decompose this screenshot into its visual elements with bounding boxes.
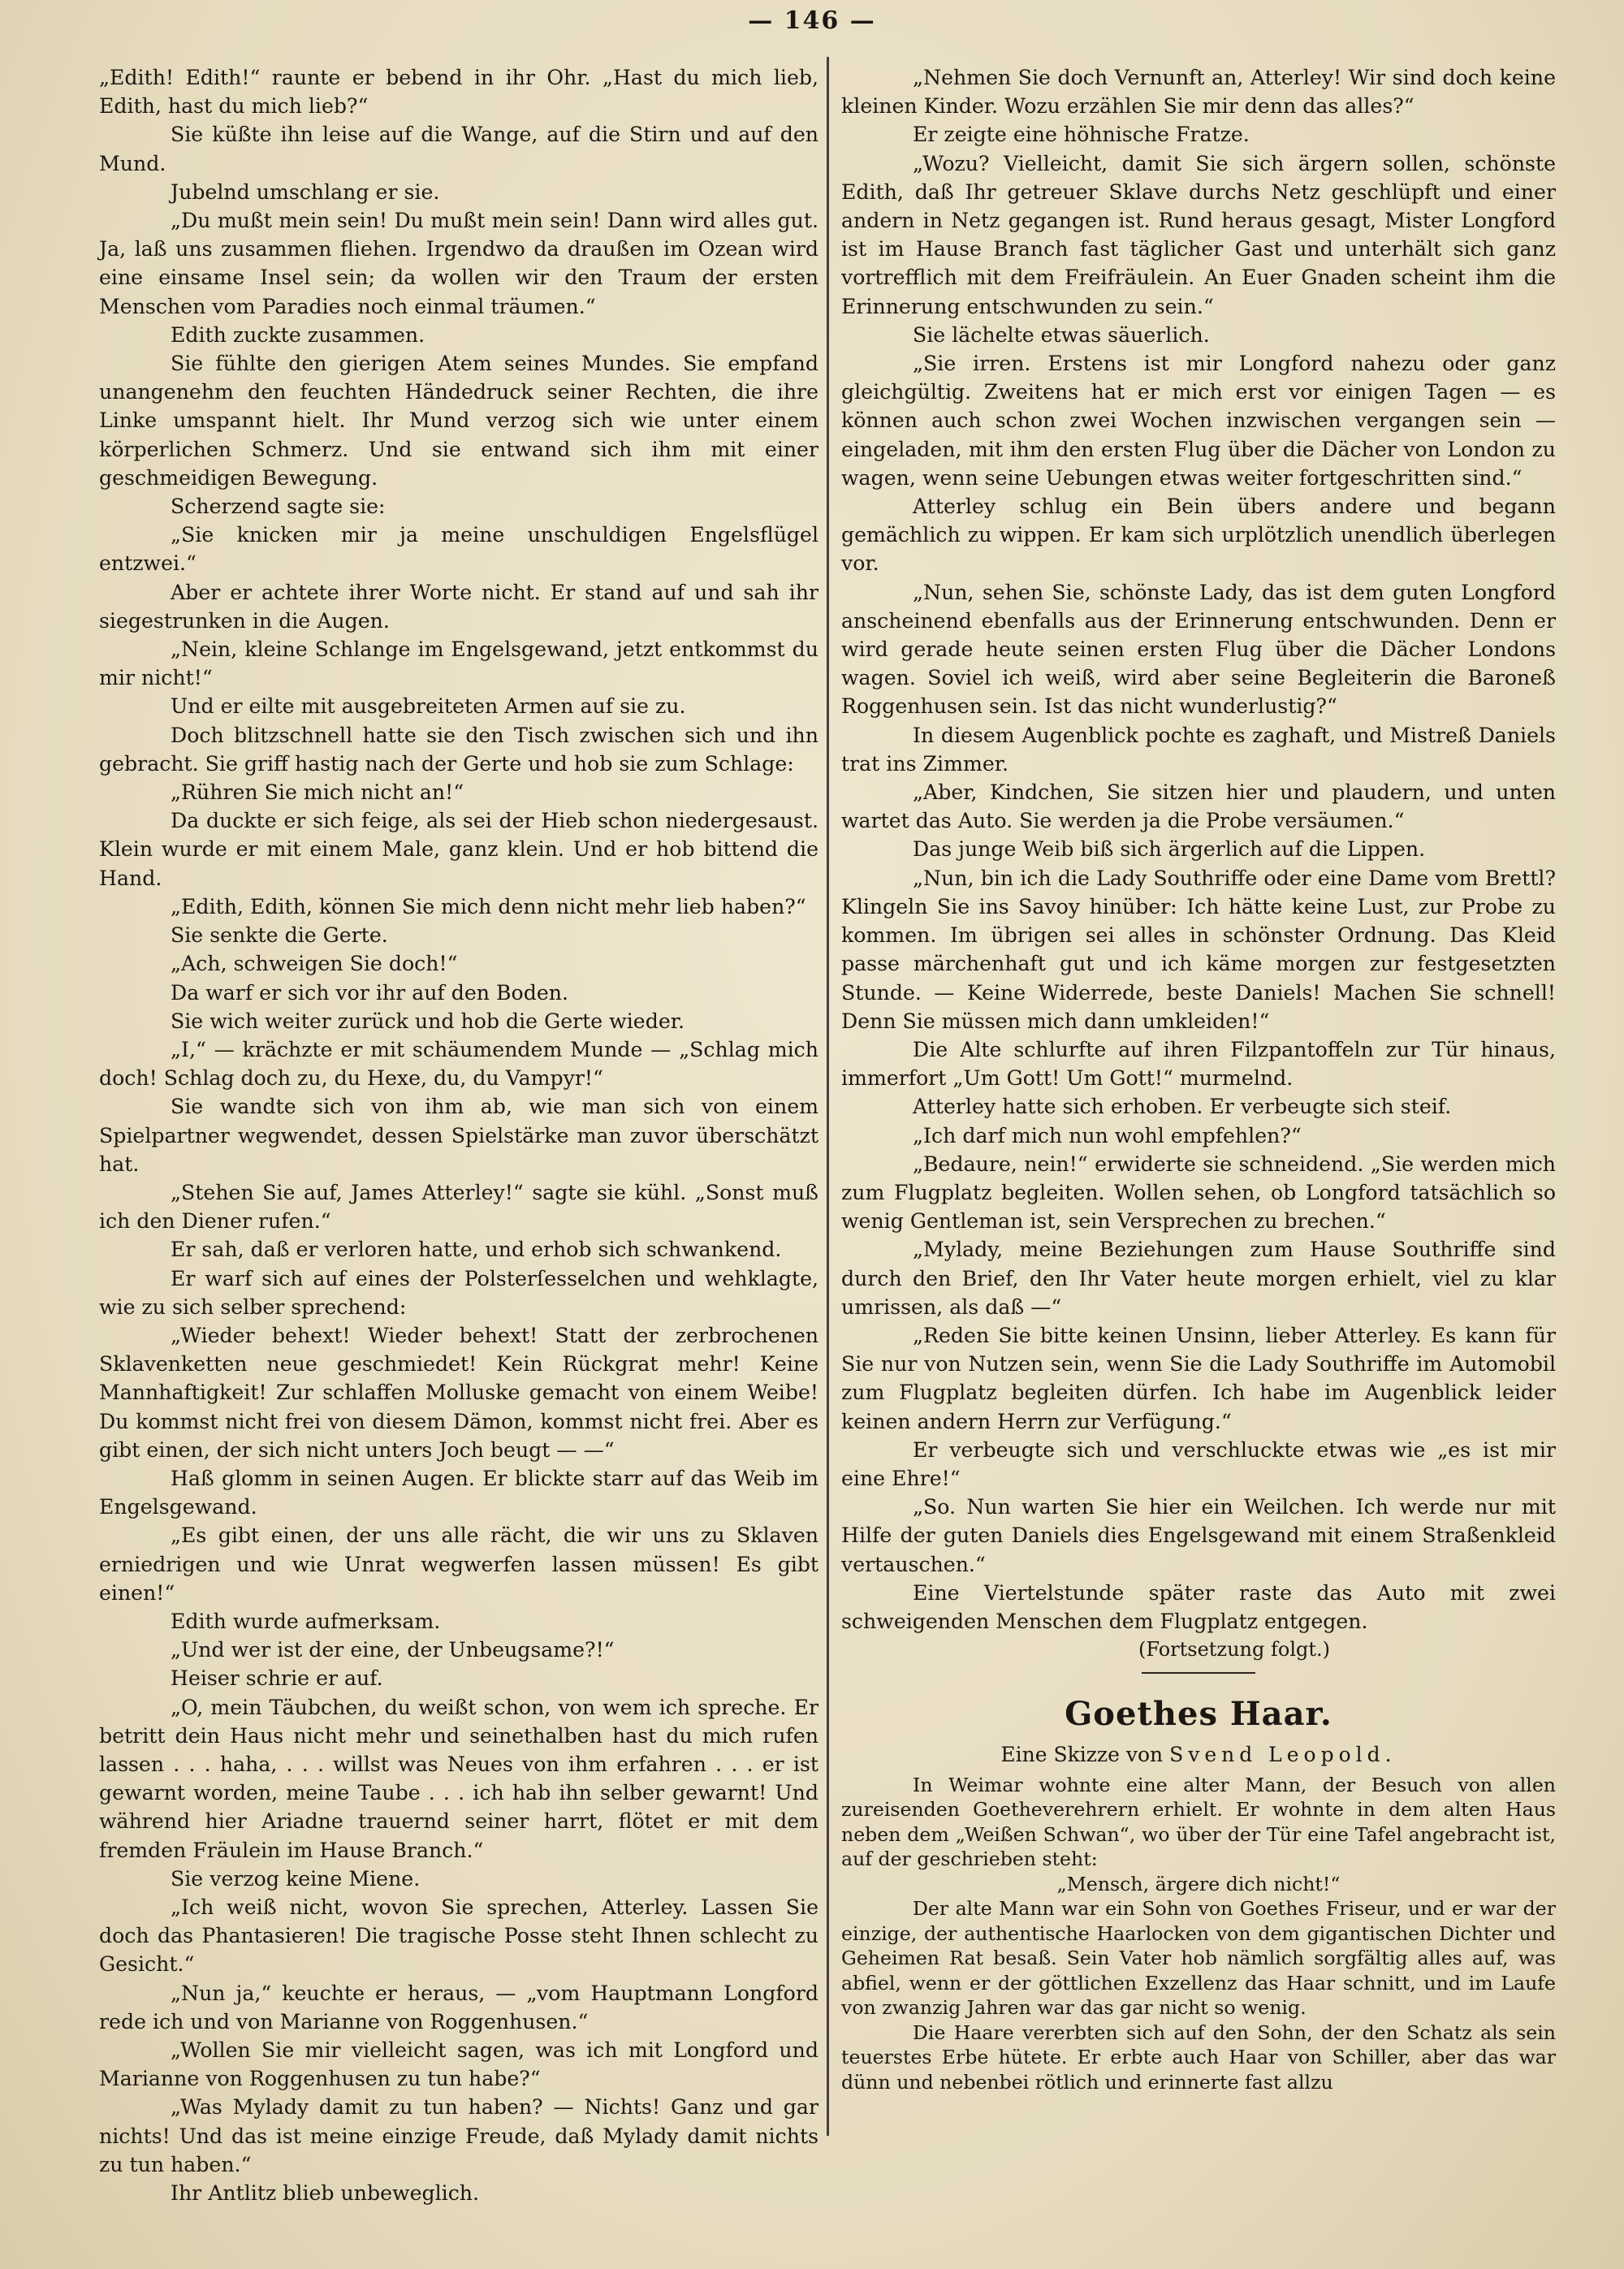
- paragraph: „O, mein Täubchen, du weißt schon, von wem ich spreche. Er betritt dein Haus nicht mehr und seinethalben hast du mich rufen lassen . . . haha, . . . willst was Neues von ihm erfahren . . . er ist gewarnt worden, meine Taube . . . ich hab ihn selber gewarnt! Und während hier Ariadne trauernd seiner harrt, flötet er mit dem fremden Fräulein im Hause Branch.“: [99, 1695, 818, 1862]
- byline-author: Svend Leopold.: [1169, 1743, 1397, 1767]
- paragraph: „Es gibt einen, der uns alle rächt, die wir uns zu Sklaven erniedrigen und wie Unrat wegwerfen lassen müssen! Es gibt einen!“: [99, 1523, 818, 1605]
- paragraph: Er warf sich auf eines der Polsterſesselchen und wehklagte, wie zu sich selber sprechend:: [99, 1266, 818, 1319]
- paragraph: Atterley schlug ein Bein übers andere und begann gemächlich zu wippen. Er kam sich urplötzlich unendlich überlegen vor.: [841, 495, 1556, 576]
- paragraph: Sie verzog keine Miene.: [171, 1866, 421, 1891]
- paragraph: Die Alte schlurfte auf ihren Filzpantoffeln zur Tür hinaus, immerfort „Um Gott! Um Gott!“ murmelnd.: [841, 1037, 1556, 1091]
- paragraph: Und er eilte mit ausgebreiteten Armen auf sie zu.: [171, 694, 686, 719]
- paragraph: „Ich darf mich nun wohl empfehlen?“: [913, 1123, 1302, 1147]
- paragraph: „Edith! Edith!“ raunte er bebend in ihr Ohr. „Hast du mich lieb, Edith, hast du mich lieb?“: [99, 66, 818, 119]
- paragraph: „Ich weiß nicht, wovon Sie sprechen, Atterley. Lassen Sie doch das Phantasieren! Die tragische Posse steht Ihnen schlecht zu Gesicht.“: [99, 1895, 818, 1977]
- paragraph: Sie küßte ihn leise auf die Wange, auf die Stirn und auf den Mund.: [99, 123, 818, 175]
- paragraph: „Reden Sie bitte keinen Unsinn, lieber Atterley. Es kann für Sie nur von Nutzen sein, wenn Sie die Lady Southriffe im Automobil zum Flugplatz begleiten dürfen. Ich habe im Augenblick leider keinen andern Herrn zur Verfügung.“: [841, 1323, 1556, 1433]
- paragraph: „So. Nun warten Sie hier ein Weilchen. Ich werde nur mit Hilfe der guten Daniels dies Engelsgewand mit einem Straßenkleid vertauschen.“: [841, 1495, 1556, 1576]
- paragraph: Sie lächelte etwas säuerlich.: [913, 322, 1210, 347]
- paragraph: In Weimar wohnte eine alter Mann, der Besuch von allen zureisenden Goetheverehrern erhielt. Er wohnte in dem alten Haus neben dem „Weißen Schwan“, wo über der Tür eine Tafel angebracht ist, auf der geschrieben steht:: [841, 1773, 1556, 1871]
- paragraph: „I,“ — krächzte er mit schäumendem Munde — „Schlag mich doch! Schlag doch zu, du Hexe, du, du Vampyr!“: [99, 1037, 818, 1091]
- byline-prefix: Eine Skizze von: [1000, 1743, 1164, 1767]
- article: [841, 1692, 1556, 2094]
- paragraph: „Nun ja,“ keuchte er heraus, — „vom Hauptmann Longford rede ich und von Marianne von Roggenhusen.“: [99, 1981, 818, 2033]
- paragraph: „Nun, sehen Sie, schönste Lady, das ist dem guten Longford anscheinend ebenfalls aus der Erinnerung entschwunden. Denn er wird gerade heute seinen ersten Flug über die Dächer Londons wagen. Soviel ich weiß, wird aber seine Begleiterin die Baroneß Roggenhusen sein. Ist das nicht wunderlustig?“: [841, 580, 1556, 719]
- article-byline: [841, 1740, 1556, 1769]
- paragraph: Scherzend sagte sie:: [171, 495, 386, 519]
- paragraph: In diesem Augenblick pochte es zaghaft, und Mistreß Daniels trat ins Zimmer.: [841, 723, 1556, 776]
- paragraph: „Nehmen Sie doch Vernunft an, Atterley! Wir sind doch keine kleinen Kinder. Wozu erzählen Sie mir denn das alles?“: [841, 66, 1556, 119]
- paragraph: „Wollen Sie mir vielleicht sagen, was ich mit Longford und Marianne von Roggenhusen zu tun habe?“: [99, 2038, 818, 2091]
- paragraph: „Ach, schweigen Sie doch!“: [171, 952, 458, 976]
- paragraph: Haß glomm in seinen Augen. Er blickte starr auf das Weib im Engelsgewand.: [99, 1466, 818, 1519]
- paragraph: Der alte Mann war ein Sohn von Goethes Friseur, und er war der einzige, der authentische Haarlocken von dem gigantischen Dichter und Geheimen Rat besaß. Sein Vater hob nämlich sorgfältig alles auf, was abfiel, wenn er der göttlichen Exzellenz das Haar schnitt, und im Laufe von zwanzig Jahren war das gar nicht so wenig.: [841, 1897, 1556, 2020]
- paragraph: Heiser schrie er auf.: [171, 1666, 383, 1691]
- paragraph: „Sie irren. Erstens ist mir Longford nahezu oder ganz gleichgültig. Zweitens hat er mich erst vor einigen Tagen — es können auch schon zwei Wochen inzwischen vergangen sein — eingeladen, mit ihm den ersten Flug über die Dächer von London zu wagen, wenn seine Uebungen etwas weiter fortgeschritten sind.“: [841, 352, 1556, 490]
- paragraph: Doch blitzschnell hatte sie den Tisch zwischen sich und ihn gebracht. Sie griff hastig nach der Gerte und hob sie zum Schlage:: [99, 723, 818, 776]
- paragraph: „Aber, Kindchen, Sie sitzen hier und plaudern, und unten wartet das Auto. Sie werden ja die Probe versäumen.“: [841, 780, 1556, 833]
- paragraph: „Was Mylady damit zu tun haben? — Nichts! Ganz und gar nichts! Und das ist meine einzige Freude, daß Mylady damit nichts zu tun haben.“: [99, 2095, 818, 2176]
- paragraph: Er verbeugte sich und verschluckte etwas wie „es ist mir eine Ehre!“: [841, 1437, 1556, 1490]
- article-title: Goethes Haar.: [1065, 1695, 1332, 1734]
- paragraph: „Edith, Edith, können Sie mich denn nicht mehr lieb haben?“: [171, 894, 806, 918]
- left-column: [99, 63, 818, 2207]
- paragraph: „Rühren Sie mich nicht an!“: [171, 780, 464, 805]
- paragraph: Atterley hatte sich erhoben. Er verbeugte sich steif.: [913, 1095, 1452, 1119]
- paragraph: Aber er achtete ihrer Worte nicht. Er stand auf und sah ihr siegestrunken in die Augen.: [99, 580, 818, 633]
- paragraph: „Wozu? Vielleicht, damit Sie sich ärgern sollen, schönste Edith, daß Ihr getreuer Sklave durchs Netz geschlüpft und einer andern in Netz gegangen ist. Rund heraus gesagt, Mister Longford ist im Hause Branch fast täglicher Gast und unterhält sich ganz vortrefflich mit dem Freifräulein. An Euer Gnaden scheint ihm die Erinnerung entschwunden zu sein.“: [841, 151, 1556, 318]
- paragraph: Da warf er sich vor ihr auf den Boden.: [171, 980, 568, 1005]
- paragraph: „Nein, kleine Schlange im Engelsgewand, jetzt entkommst du mir nicht!“: [99, 637, 818, 690]
- paragraph: Die Haare vererbten sich auf den Sohn, der den Schatz als sein teuerstes Erbe hütete. Er erbte auch Haar von Schiller, aber das war dünn und nebenbei rötlich und erinnerte fast allzu: [841, 2020, 1556, 2094]
- paragraph: Er zeigte eine höhnische Fratze.: [913, 123, 1250, 147]
- paragraph: Edith wurde aufmerksam.: [171, 1609, 441, 1633]
- paragraph: „Bedaure, nein!“ erwiderte sie schneidend. „Sie werden mich zum Flugplatz begleiten. Wollen sehen, ob Longford tatsächlich so wenig Gentleman ist, sein Versprechen zu brechen.“: [841, 1152, 1556, 1234]
- paragraph: Er sah, daß er verloren hatte, und erhob sich schwankend.: [171, 1238, 782, 1262]
- paragraph: „Sie knicken mir ja meine unschuldigen Engelsflügel entzwei.“: [99, 523, 818, 576]
- continuation-note: (Fortsetzung folgt.): [1138, 1638, 1330, 1662]
- paragraph: Edith zuckte zusammen.: [171, 322, 425, 347]
- page-number: — 146 —: [748, 6, 876, 35]
- paragraph: Ihr Antlitz blieb unbeweglich.: [171, 2181, 480, 2206]
- paragraph: Da duckte er sich feige, als sei der Hieb schon niedergesaust. Klein wurde er mit einem Male, ganz klein. Und er hob bittend die Hand.: [99, 809, 818, 890]
- paragraph: Jubelnd umschlang er sie.: [171, 179, 440, 204]
- paragraph: „Stehen Sie auf, James Atterley!“ sagte sie kühl. „Sonst muß ich den Diener rufen.“: [99, 1180, 818, 1234]
- paragraph: „Nun, bin ich die Lady Southriffe oder eine Dame vom Brettl? Klingeln Sie ins Savoy hinüber: Ich hätte keine Lust, zur Probe zu kommen. Im übrigen sei alles in schönster Ordnung. Das Kleid passe märchenhaft gut und ich käme morgen zur festgesetzten Stunde. — Keine Widerrede, beste Daniels! Machen Sie schnell! Denn Sie müssen mich dann umkleiden!“: [841, 866, 1556, 1033]
- paragraph: „Wieder behext! Wieder behext! Statt der zerbrochenen Sklavenketten neue geschmiedet! Kein Rückgrat mehr! Keine Mannhaftigkeit! Zur schlaffen Molluske gemacht von einem Weibe! Du kommst nicht frei von diesem Dämon, kommst nicht frei. Aber es gibt einen, der sich nicht unters Joch beugt — —“: [99, 1323, 818, 1462]
- column-divider: [827, 57, 829, 2136]
- paragraph: „Und wer ist der eine, der Unbeugsame?!“: [171, 1638, 615, 1662]
- paragraph: „Du mußt mein sein! Du mußt mein sein! Dann wird alles gut. Ja, laß uns zusammen fliehen. Irgendwo da draußen im Ozean wird eine einsame Insel sein; da wollen wir den Traum der ersten Menschen vom Paradies noch einmal träumen.“: [99, 209, 818, 318]
- paragraph: Sie wandte sich von ihm ab, wie man sich von einem Spielpartner wegwendet, dessen Spielstärke man zuvor überschätzt hat.: [99, 1095, 818, 1176]
- paragraph: Sie fühlte den gierigen Atem seines Mundes. Sie empfand unangenehm den feuchten Händedruck seiner Rechten, die ihre Linke umspannt hielt. Ihr Mund verzog sich wie unter einem körperlichen Schmerz. Und sie entwand sich ihm mit einer geschmeidigen Bewegung.: [99, 352, 818, 490]
- quoted-inscription: „Mensch, ärgere dich nicht!“: [1056, 1872, 1341, 1895]
- paragraph: Eine Viertelstunde später raste das Auto mit zwei schweigenden Menschen dem Flugplatz entgegen.: [841, 1580, 1556, 1633]
- right-column: [841, 63, 1556, 2094]
- section-divider: [1142, 1672, 1255, 1674]
- paragraph: Das junge Weib biß sich ärgerlich auf die Lippen.: [913, 837, 1426, 862]
- paragraph: Sie wich weiter zurück und hob die Gerte wieder.: [171, 1009, 685, 1033]
- paragraph: „Mylady, meine Beziehungen zum Hause Southriffe sind durch den Brief, den Ihr Vater heute morgen erhielt, viel zu klar umrissen, als daß —“: [841, 1238, 1556, 1319]
- paragraph: Sie senkte die Gerte.: [171, 923, 388, 948]
